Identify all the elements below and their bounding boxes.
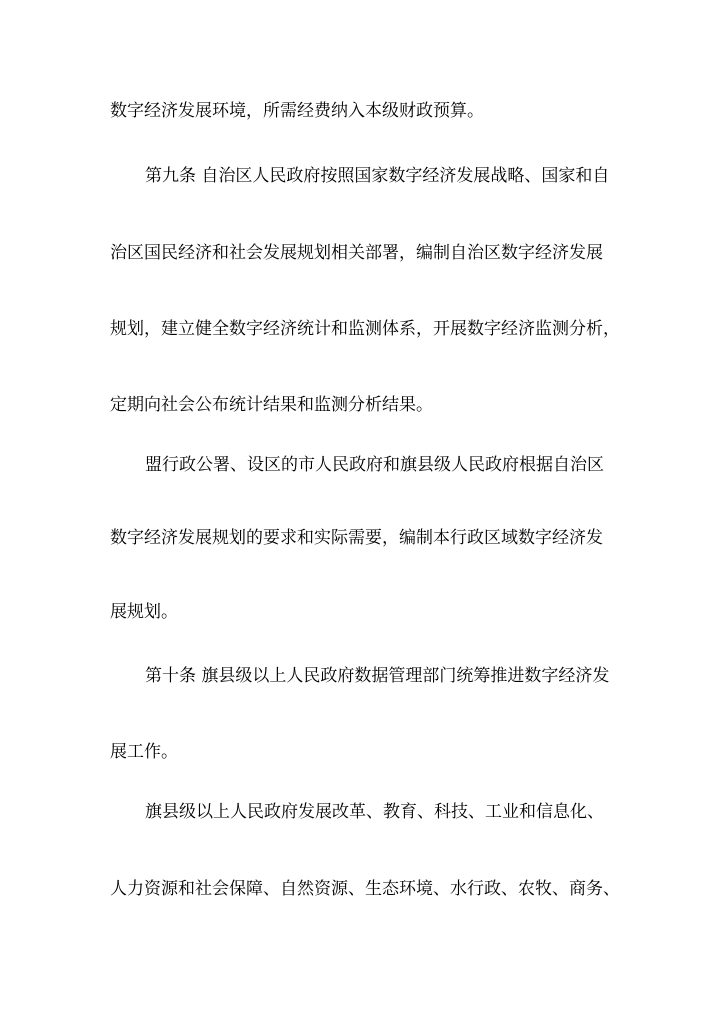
text-line: 展工作。 xyxy=(110,742,178,762)
text-line: 治区国民经济和社会发展规划相关部署，编制自治区数字经济发展 xyxy=(110,243,603,263)
text-line: 展规划。 xyxy=(110,602,178,622)
article-9-heading-line: 第九条 自治区人民政府按照国家数字经济发展战略、国家和自 xyxy=(145,166,610,186)
article-10-heading-line: 第十条 旗县级以上人民政府数据管理部门统筹推进数字经济发 xyxy=(145,666,610,686)
text-line: 数字经济发展环境，所需经费纳入本级财政预算。 xyxy=(110,101,484,121)
paragraph-start-line: 旗县级以上人民政府发展改革、教育、科技、工业和信息化、 xyxy=(145,802,604,822)
text-line: 数字经济发展规划的要求和实际需要，编制本行政区域数字经济发 xyxy=(110,528,603,548)
paragraph-start-line: 盟行政公署、设区的市人民政府和旗县级人民政府根据自治区 xyxy=(145,455,604,475)
text-line: 规划，建立健全数字经济统计和监测体系，开展数字经济监测分析， xyxy=(110,319,620,339)
text-line: 人力资源和社会保障、自然资源、生态环境、水行政、农牧、商务、 xyxy=(110,879,620,899)
text-line: 定期向社会公布统计结果和监测分析结果。 xyxy=(110,395,433,415)
